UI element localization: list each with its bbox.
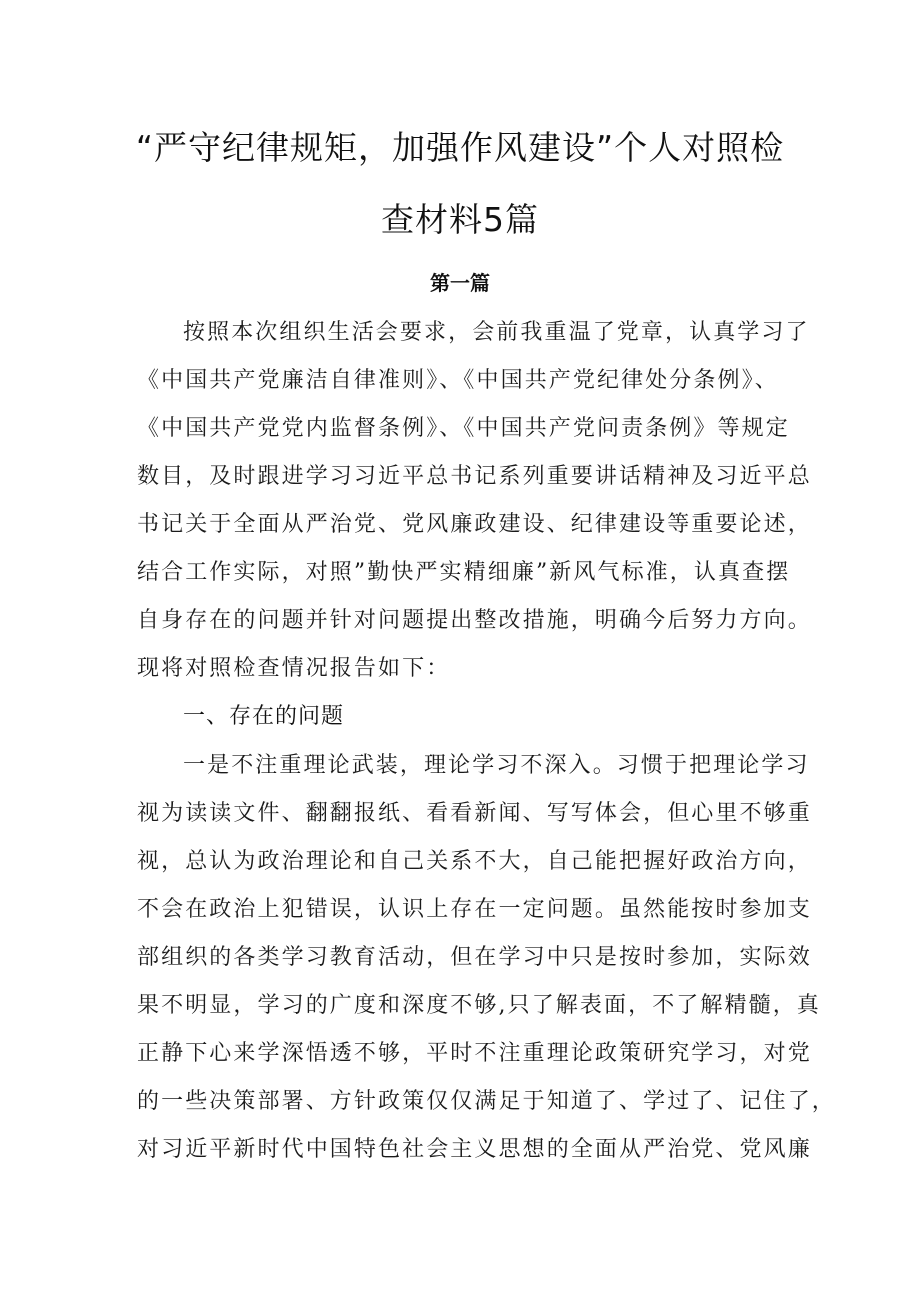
paragraph-line: 对习近平新时代中国特色社会主义思想的全面从严治党、党风廉 bbox=[137, 1137, 812, 1162]
document-title-line-1: “严守纪律规矩，加强作风建设”个人对照检 bbox=[135, 128, 785, 167]
section-heading: 一、存在的问题 bbox=[183, 704, 345, 729]
paragraph-line: 《中国共产党党内监督条例》、《中国共产党问责条例》等规定 bbox=[137, 416, 790, 441]
paragraph-line: 视为读读文件、翻翻报纸、看看新闻、写写体会，但心里不够重 bbox=[137, 801, 812, 826]
paragraph-line: 按照本次组织生活会要求，会前我重温了党章，认真学习了 bbox=[183, 320, 810, 345]
paragraph-line: 现将对照检查情况报告如下： bbox=[137, 656, 451, 681]
paragraph-line: 书记关于全面从严治党、党风廉政建设、纪律建设等重要论述， bbox=[137, 512, 812, 537]
document-title-line-2: 查材料5篇 bbox=[381, 200, 539, 239]
section-subtitle: 第一篇 bbox=[430, 271, 490, 295]
paragraph-line: 《中国共产党廉洁自律准则》、《中国共产党纪律处分条例》、 bbox=[137, 368, 779, 393]
paragraph-line: 的一些决策部署、方针政策仅仅满足于知道了、学过了、记住了， bbox=[137, 1089, 836, 1114]
paragraph-line: 视，总认为政治理论和自己关系不大，自己能把握好政治方向， bbox=[137, 849, 812, 874]
paragraph-line: 正静下心来学深悟透不够，平时不注重理论政策研究学习，对党 bbox=[137, 1041, 812, 1066]
paragraph-line: 不会在政治上犯错误，认识上存在一定问题。虽然能按时参加支 bbox=[137, 897, 812, 922]
paragraph-line: 结合工作实际，对照”勤快严实精细廉”新风气标准，认真查摆 bbox=[137, 560, 791, 585]
paragraph-line: 一是不注重理论武装，理论学习不深入。习惯于把理论学习 bbox=[183, 753, 810, 778]
paragraph-line: 数目，及时跟进学习习近平总书记系列重要讲话精神及习近平总 bbox=[137, 464, 812, 489]
paragraph-line: 自身存在的问题并针对问题提出整改措施，明确今后努力方向。 bbox=[137, 608, 812, 633]
paragraph-line: 果不明显，学习的广度和深度不够,只了解表面，不了解精髓，真 bbox=[137, 993, 821, 1018]
paragraph-line: 部组织的各类学习教育活动，但在学习中只是按时参加，实际效 bbox=[137, 945, 812, 970]
